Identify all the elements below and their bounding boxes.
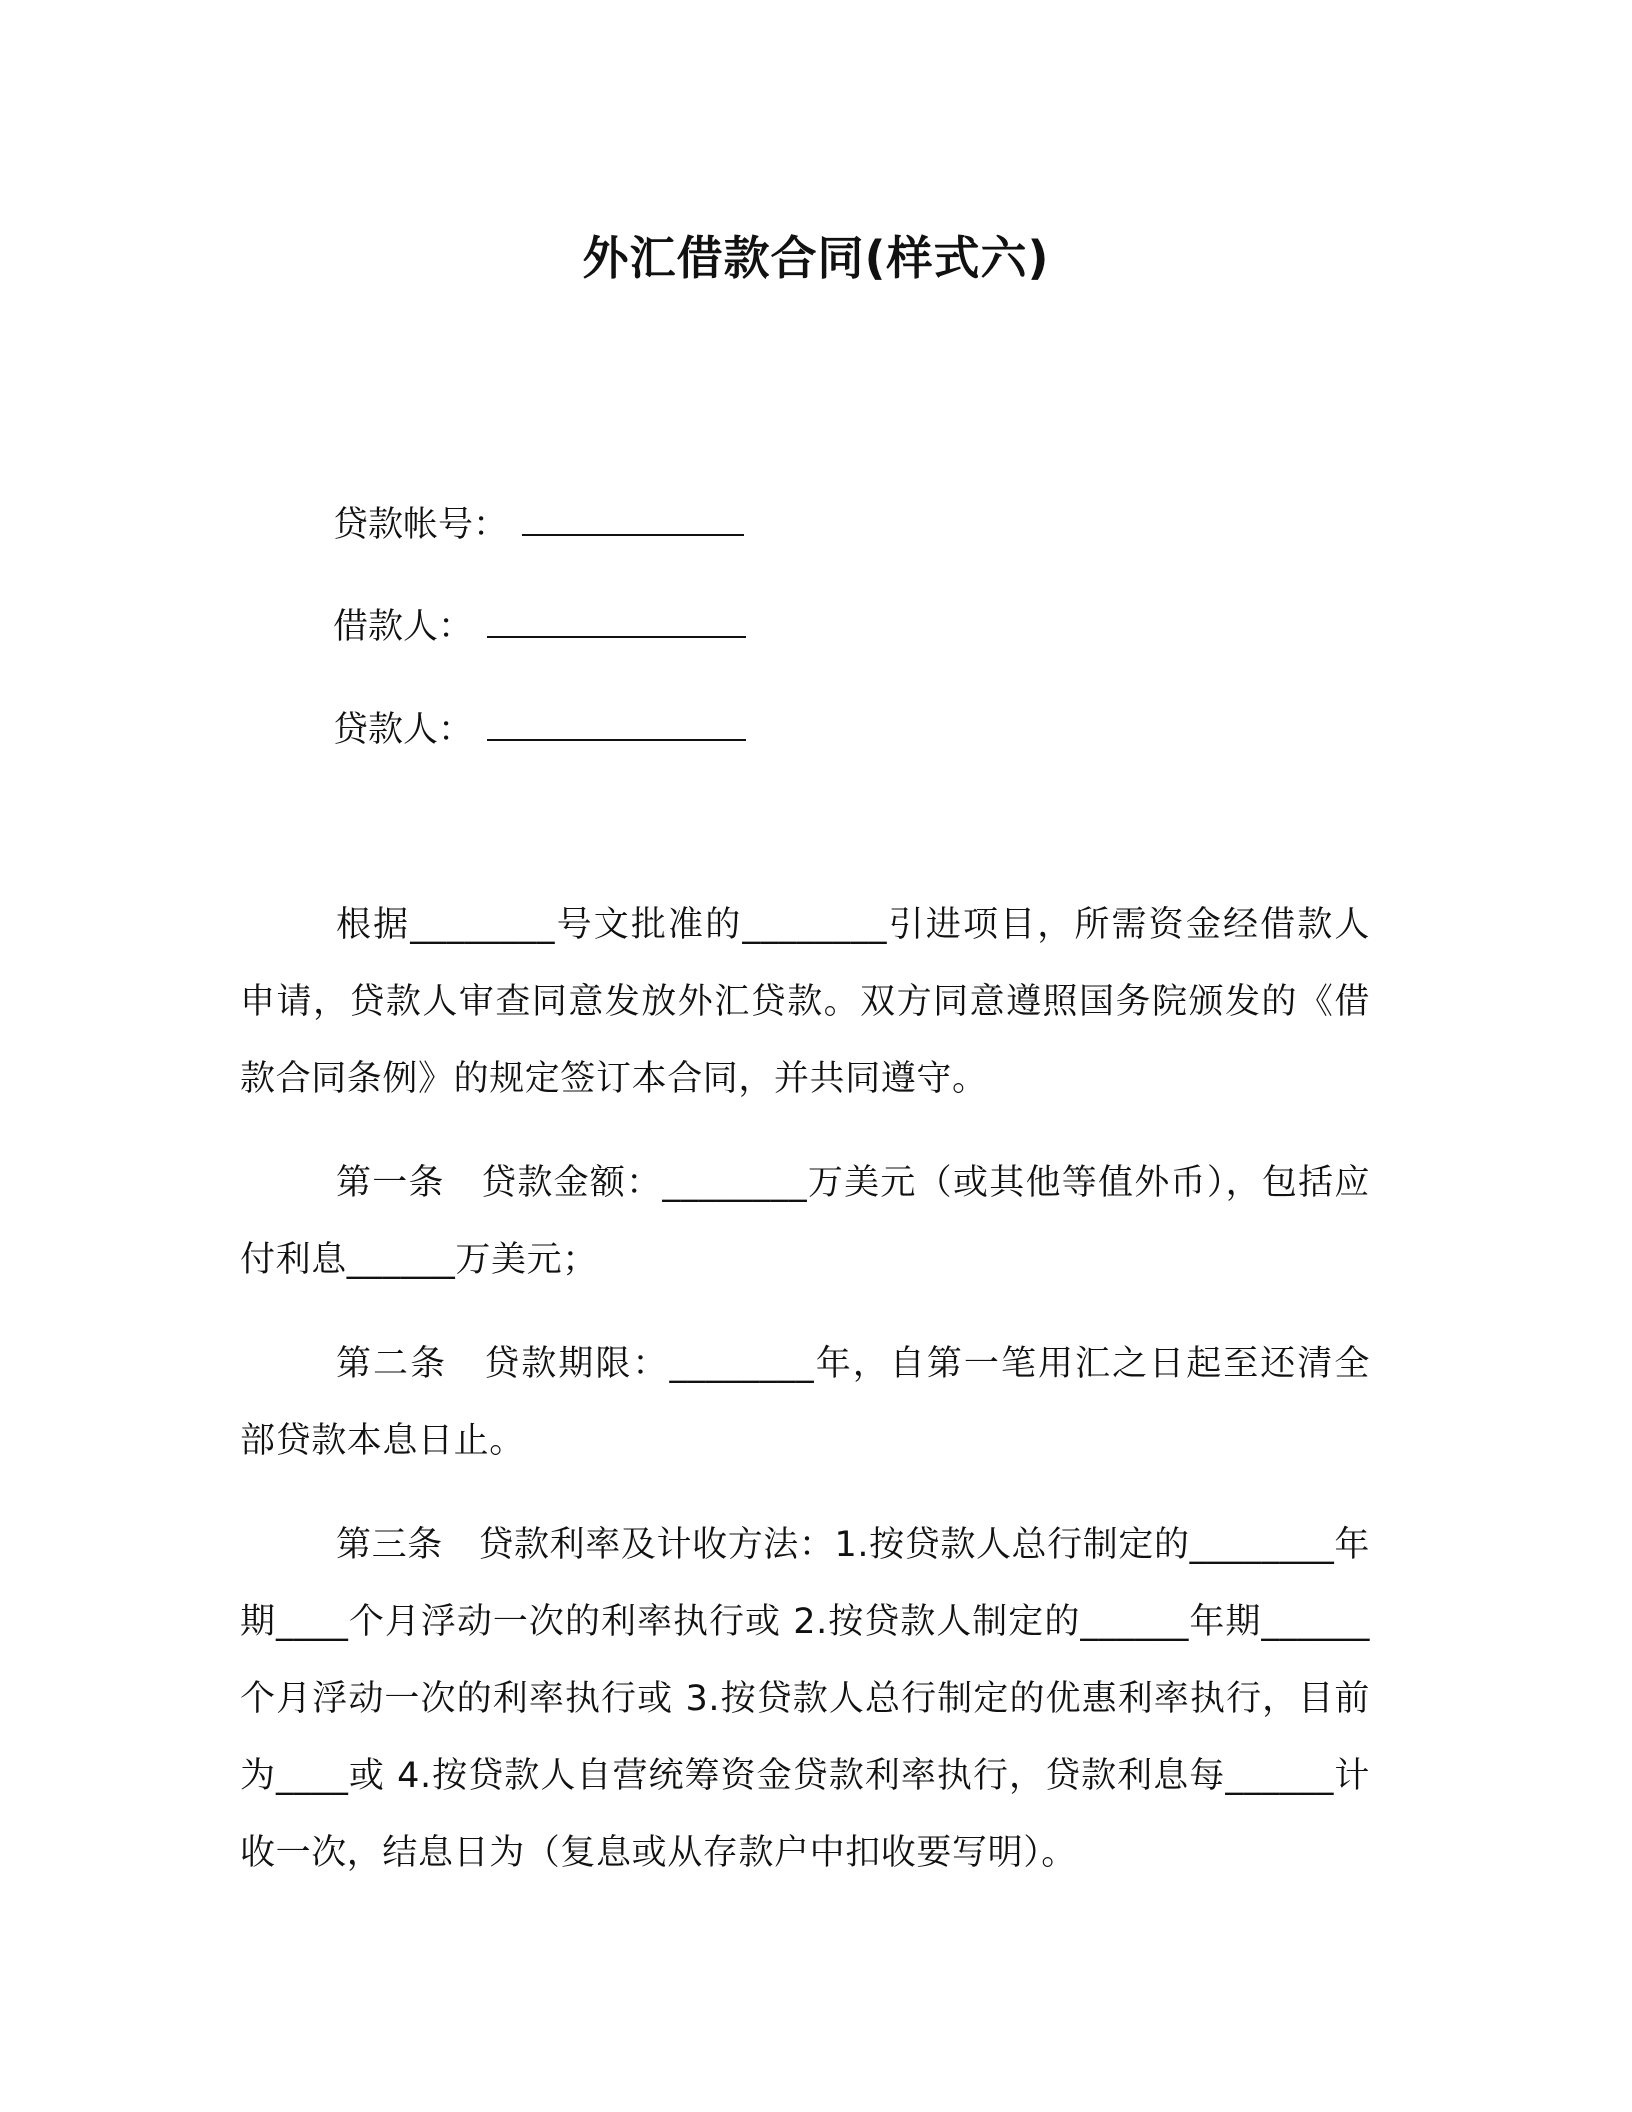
article-3-paragraph: 第三条 贷款利率及计收方法：1.按贷款人总行制定的________年期____个月浮动一次的利率执行或 2.按贷款人制定的______年期______个月浮动一次的利率执行或 3.按贷款人总行制定的优惠利率执行，目前为____或 4.按贷款人自营统筹资金贷款利率执行，贷款利息每______计收一次，结息日为（复息或从存款户中扣收要写明）。 [240, 1525, 1370, 1873]
lender-field [333, 705, 746, 750]
field-label: 贷款人： [333, 710, 474, 750]
article-1-paragraph: 第一条 贷款金额：________万美元（或其他等值外币），包括应付利息______万美元； [240, 1163, 1370, 1280]
document-title: 外汇借款合同(样式六) [582, 231, 1050, 285]
field-label: 借款人： [333, 607, 474, 647]
fill-in-blank [522, 500, 744, 536]
fill-in-blank [487, 602, 746, 638]
preamble-paragraph: 根据________号文批准的________引进项目，所需资金经借款人申请，贷款人审查同意发放外汇贷款。双方同意遵照国务院颁发的《借款合同条例》的规定签订本合同，并共同遵守。 [240, 905, 1370, 1099]
loan-account-field [333, 500, 744, 545]
borrower-field [333, 602, 746, 647]
fill-in-blank [487, 705, 746, 741]
article-2-paragraph: 第二条 贷款期限：________年，自第一笔用汇之日起至还清全部贷款本息日止。 [240, 1344, 1370, 1461]
field-label: 贷款帐号： [333, 505, 509, 545]
contract-body [240, 887, 1370, 1919]
